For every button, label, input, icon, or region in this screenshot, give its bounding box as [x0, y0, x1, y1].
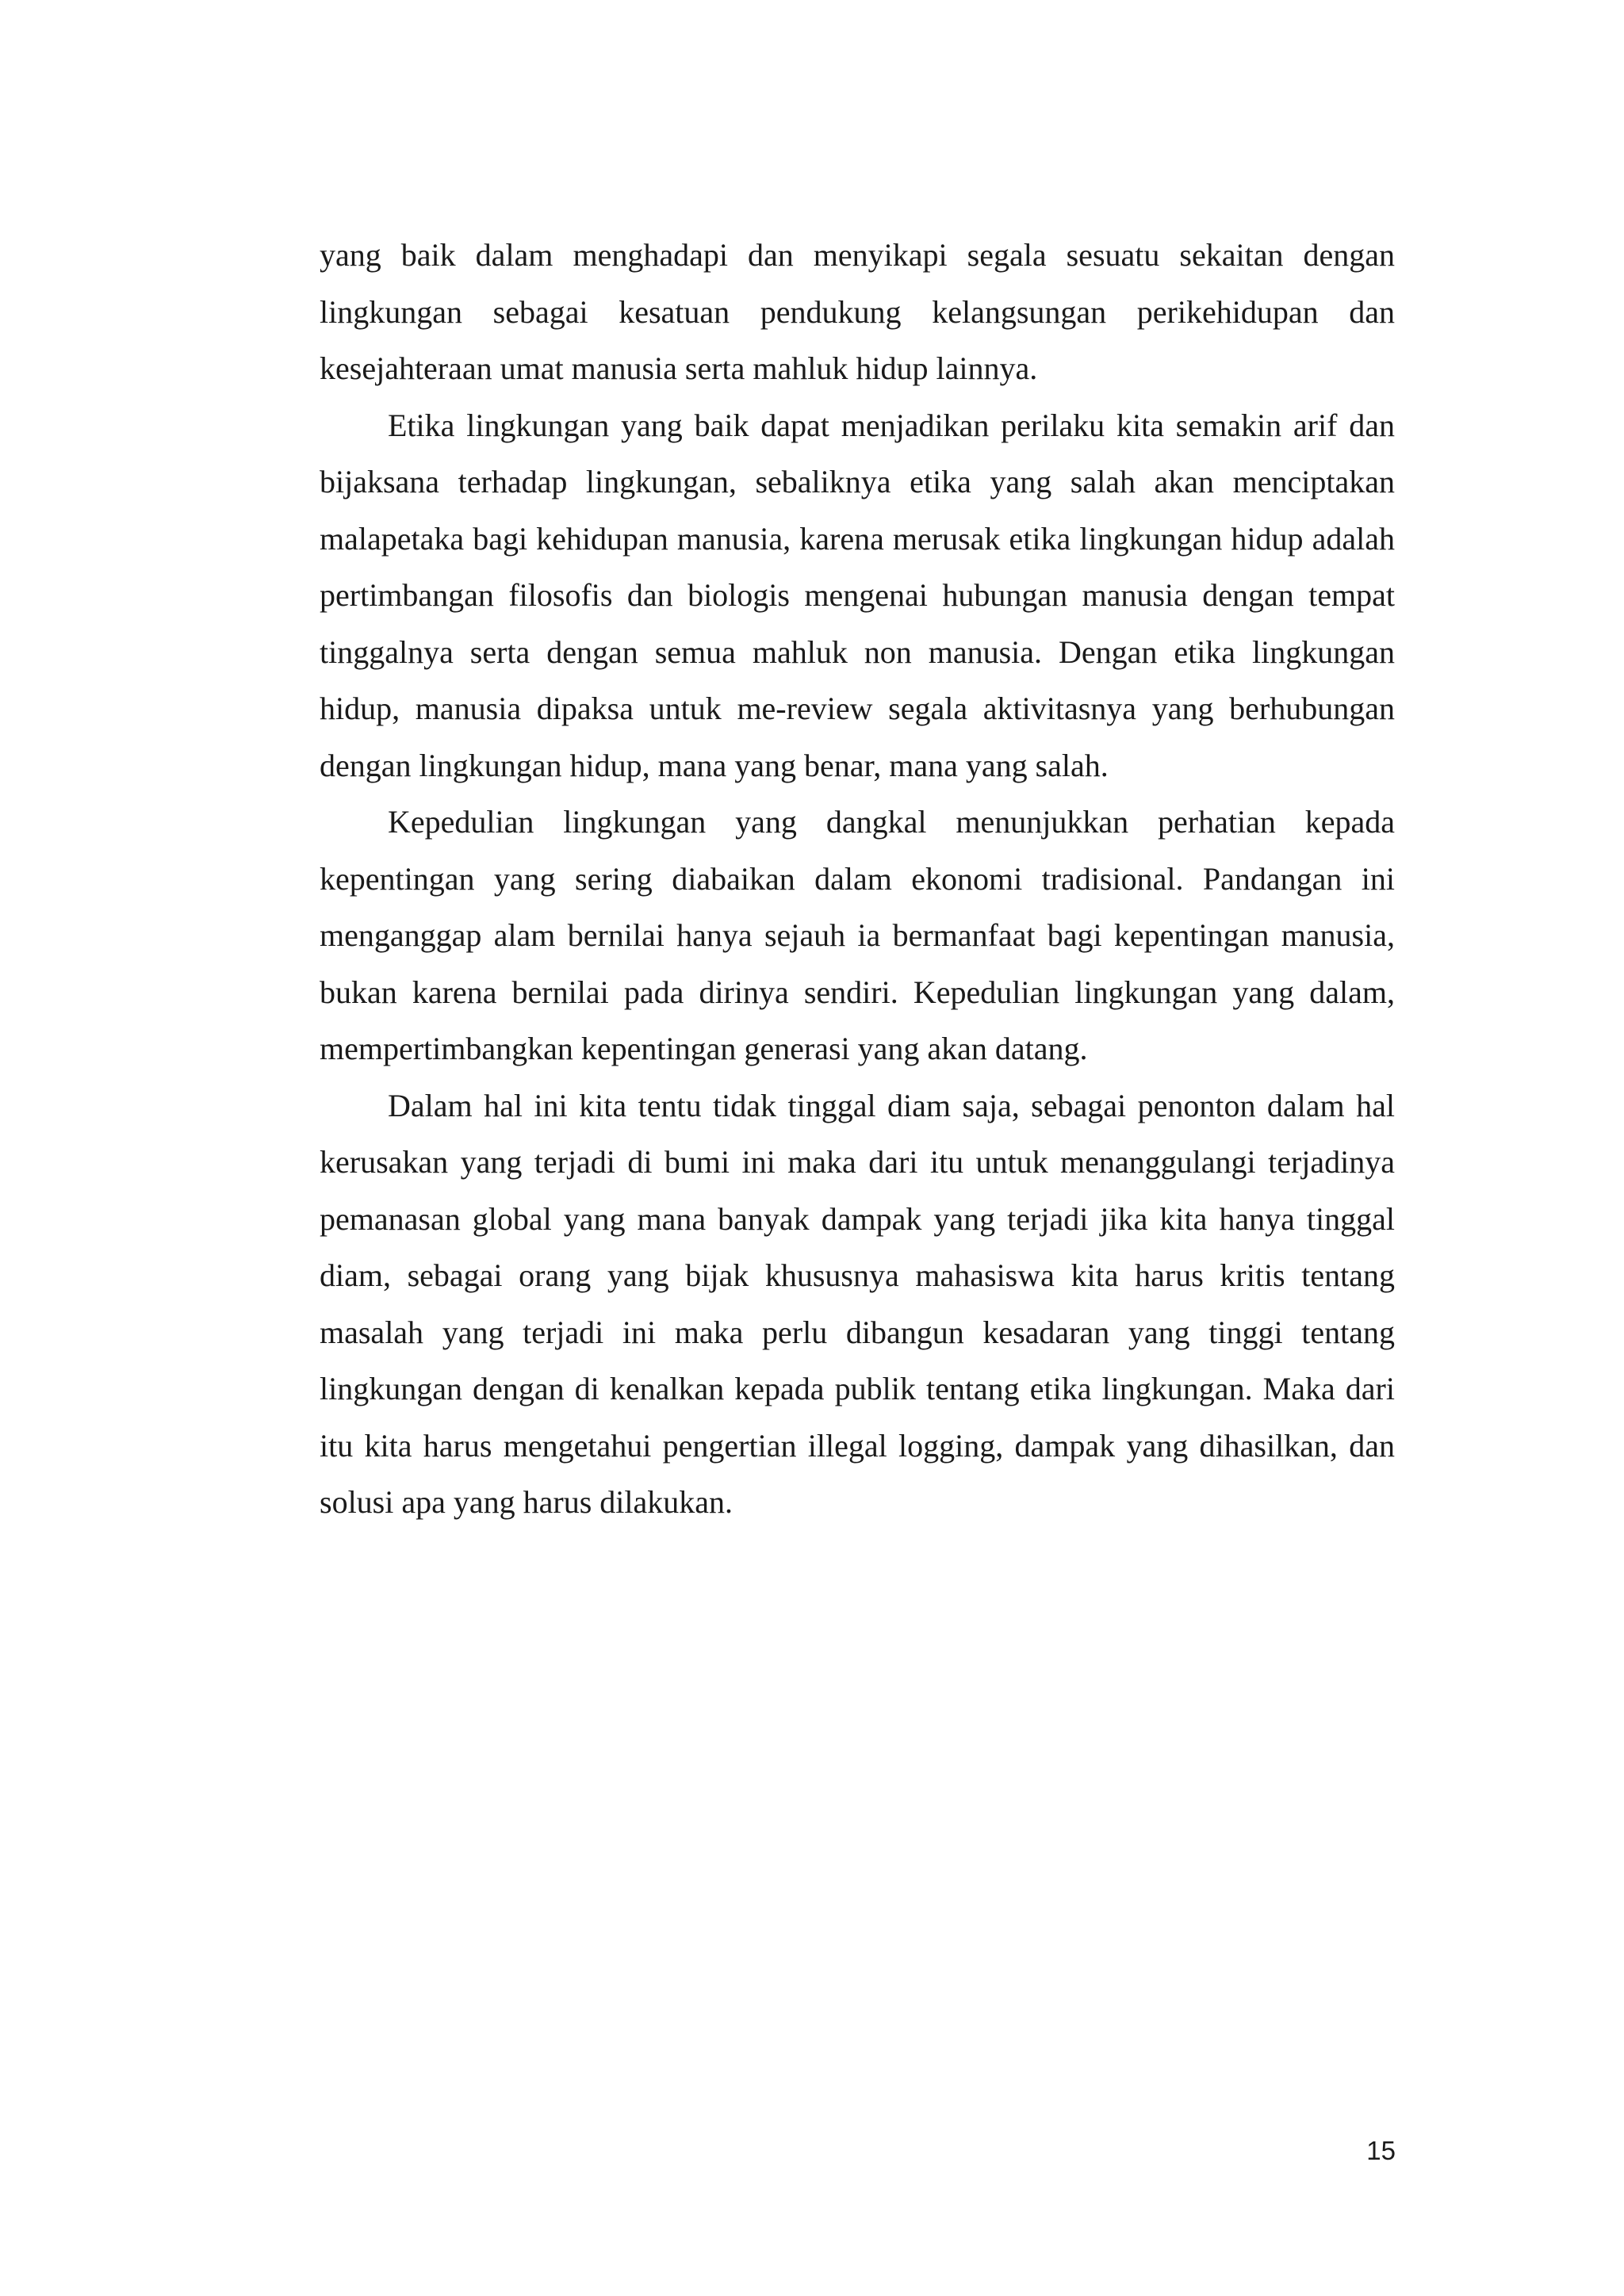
paragraph-etika-lingkungan: Etika lingkungan yang baik dapat menjadikan perilaku kita semakin arif dan bijaksana terhadap lingkungan, sebaliknya etika yang salah akan menciptakan malapetaka bagi kehidupan manusia, karena merusak etika lingkungan hidup adalah pertimbangan filosofis dan biologis mengenai hubungan manusia dengan tempat tinggalnya serta dengan semua mahluk non manusia. Dengan etika lingkungan hidup, manusia dipaksa untuk me-review segala aktivitasnya yang berhubungan dengan lingkungan hidup, mana yang benar, mana yang salah. — [320, 407, 1395, 783]
body-text — [320, 227, 1395, 1531]
page-number: 15 — [1366, 2136, 1396, 2165]
paragraph-kepedulian-lingkungan: Kepedulian lingkungan yang dangkal menunjukkan perhatian kepada kepentingan yang sering diabaikan dalam ekonomi tradisional. Pandangan ini menganggap alam bernilai hanya sejauh ia bermanfaat bagi kepentingan manusia, bukan karena bernilai pada dirinya sendiri. Kepedulian lingkungan yang dalam, mempertimbangkan kepentingan generasi yang akan datang. — [320, 804, 1395, 1066]
paragraph-dalam-hal-ini: Dalam hal ini kita tentu tidak tinggal diam saja, sebagai penonton dalam hal kerusakan yang terjadi di bumi ini maka dari itu untuk menanggulangi terjadinya pemanasan global yang mana banyak dampak yang terjadi jika kita hanya tinggal diam, sebagai orang yang bijak khususnya mahasiswa kita harus kritis tentang masalah yang terjadi ini maka perlu dibangun kesadaran yang tinggi tentang lingkungan dengan di kenalkan kepada publik tentang etika lingkungan. Maka dari itu kita harus mengetahui pengertian illegal logging, dampak yang dihasilkan, dan solusi apa yang harus dilakukan. — [320, 1087, 1395, 1520]
paragraph-continuation: yang baik dalam menghadapi dan menyikapi segala sesuatu sekaitan dengan lingkungan sebagai kesatuan pendukung kelangsungan perikehidupan dan kesejahteraan umat manusia serta mahluk hidup lainnya. — [320, 237, 1395, 386]
